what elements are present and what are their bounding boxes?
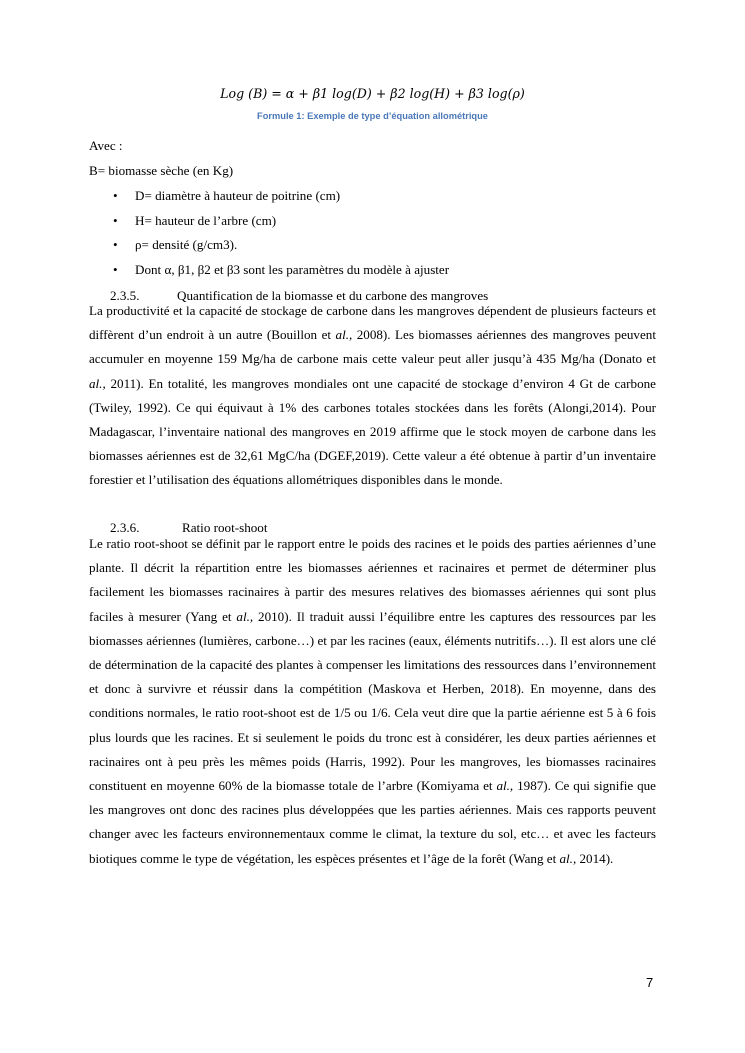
paragraph-text: La productivité et la capacité de stockage de carbone dans les mangroves dépendent de plusieurs facteurs et diffèrent d’un endroit à un autre (Bouillon et	[89, 303, 656, 343]
paragraph-biomass	[89, 299, 656, 493]
list-item: • D= diamètre à hauteur de poitrine (cm)	[113, 188, 449, 213]
paragraph-text: 2014).	[576, 850, 614, 866]
section-number: 2.3.6.	[110, 520, 140, 535]
list-item: • Dont α, β1, β2 et β3 sont les paramètres du modèle à ajuster	[113, 262, 449, 287]
page-number: 7	[646, 975, 654, 990]
avec-label: Avec :	[89, 138, 123, 153]
b-definition: B= biomasse sèche (en Kg)	[89, 163, 234, 178]
section-title: Ratio root-shoot	[182, 520, 268, 535]
italic-text: al.,	[236, 608, 254, 624]
list-item: • ρ= densité (g/cm3).	[113, 237, 449, 262]
section-title: Quantification de la biomasse et du carbone des mangroves	[177, 288, 489, 303]
italic-text: al.,	[335, 327, 353, 343]
paragraph-text: 1987). Ce qui signifie que les mangroves ont donc des racines plus développées que les parties aériennes. Mais ces rapports peuvent changer avec les facteurs environnementaux comme le climat, la texture du sol, etc… et avec les facteurs biotiques comme le type de végétation, les espèces présentes et l’âge de la forêt (Wang et	[89, 778, 656, 866]
italic-text: al.,	[559, 850, 577, 866]
paragraph-root-shoot	[89, 532, 656, 871]
paragraph-text: 2008). Les biomasses aériennes des mangroves peuvent accumuler en moyenne 159 Mg/ha de carbone mais cette valeur peut aller jusqu’à 435 Mg/ha (Donato et	[89, 327, 656, 367]
italic-text: al.,	[89, 375, 106, 391]
section-number: 2.3.5.	[110, 288, 140, 303]
paragraph-text: Le ratio root-shoot se définit par le rapport entre le poids des racines et le poids des parties aériennes d’une plante. Il décrit la répartition entre les biomasses aériennes et racinaires et permet de déterminer plus facilement les biomasses racinaires à partir des mesures relatives des biomasses aériennes qui sont plus faciles à mesurer (Yang et	[89, 536, 656, 624]
paragraph-text: 2010). Il traduit aussi l’équilibre entre les captures des ressources par les biomasses aériennes (lumières, carbone…) et par les racines (eaux, éléments nutritifs…). Il est alors une clé de détermination de la capacité des plantes à compenser les limitations des ressources dans l’environnement et donc à survivre et réussir dans la compétition (Maskova et Herben, 2018). En moyenne, dans des conditions normales, le ratio root-shoot est de 1/5 ou 1/6. Cela veut dire que la partie aérienne est 5 à 6 fois plus lourds que les racines. Et si seulement le poids du tronc est à considérer, les deux parties aériennes et racinaires ont à peu près les mêmes poids (Harris, 1992). Pour les mangroves, les biomasses racinaires constituent en moyenne 60% de la biomasse totale de l’arbre (Komiyama et	[89, 608, 656, 794]
italic-text: al.,	[496, 778, 514, 794]
list-item: • H= hauteur de l’arbre (cm)	[113, 213, 449, 238]
variable-list	[113, 188, 449, 286]
paragraph-text: 2011). En totalité, les mangroves mondiales ont une capacité de stockage d’environ 4 Gt de carbone (Twiley, 1992). Ce qui équivaut à 1% des carbones totales stockées dans les forêts (Alongi,2014). Pour Madagascar, l’inventaire national des mangroves en 2019 affirme que le stock moyen de carbone dans les biomasses aériennes est de 32,61 MgC/ha (DGEF,2019). Cette valeur a été obtenue à partir d’un inventaire forestier et l’utilisation des équations allométriques disponibles dans le monde.	[89, 375, 656, 488]
allometric-formula: Log (B) = α + β1 log(D) + β2 log(H) + β3 log(ρ)	[220, 86, 525, 101]
formula-caption: Formule 1: Exemple de type d’équation allométrique	[257, 111, 488, 121]
